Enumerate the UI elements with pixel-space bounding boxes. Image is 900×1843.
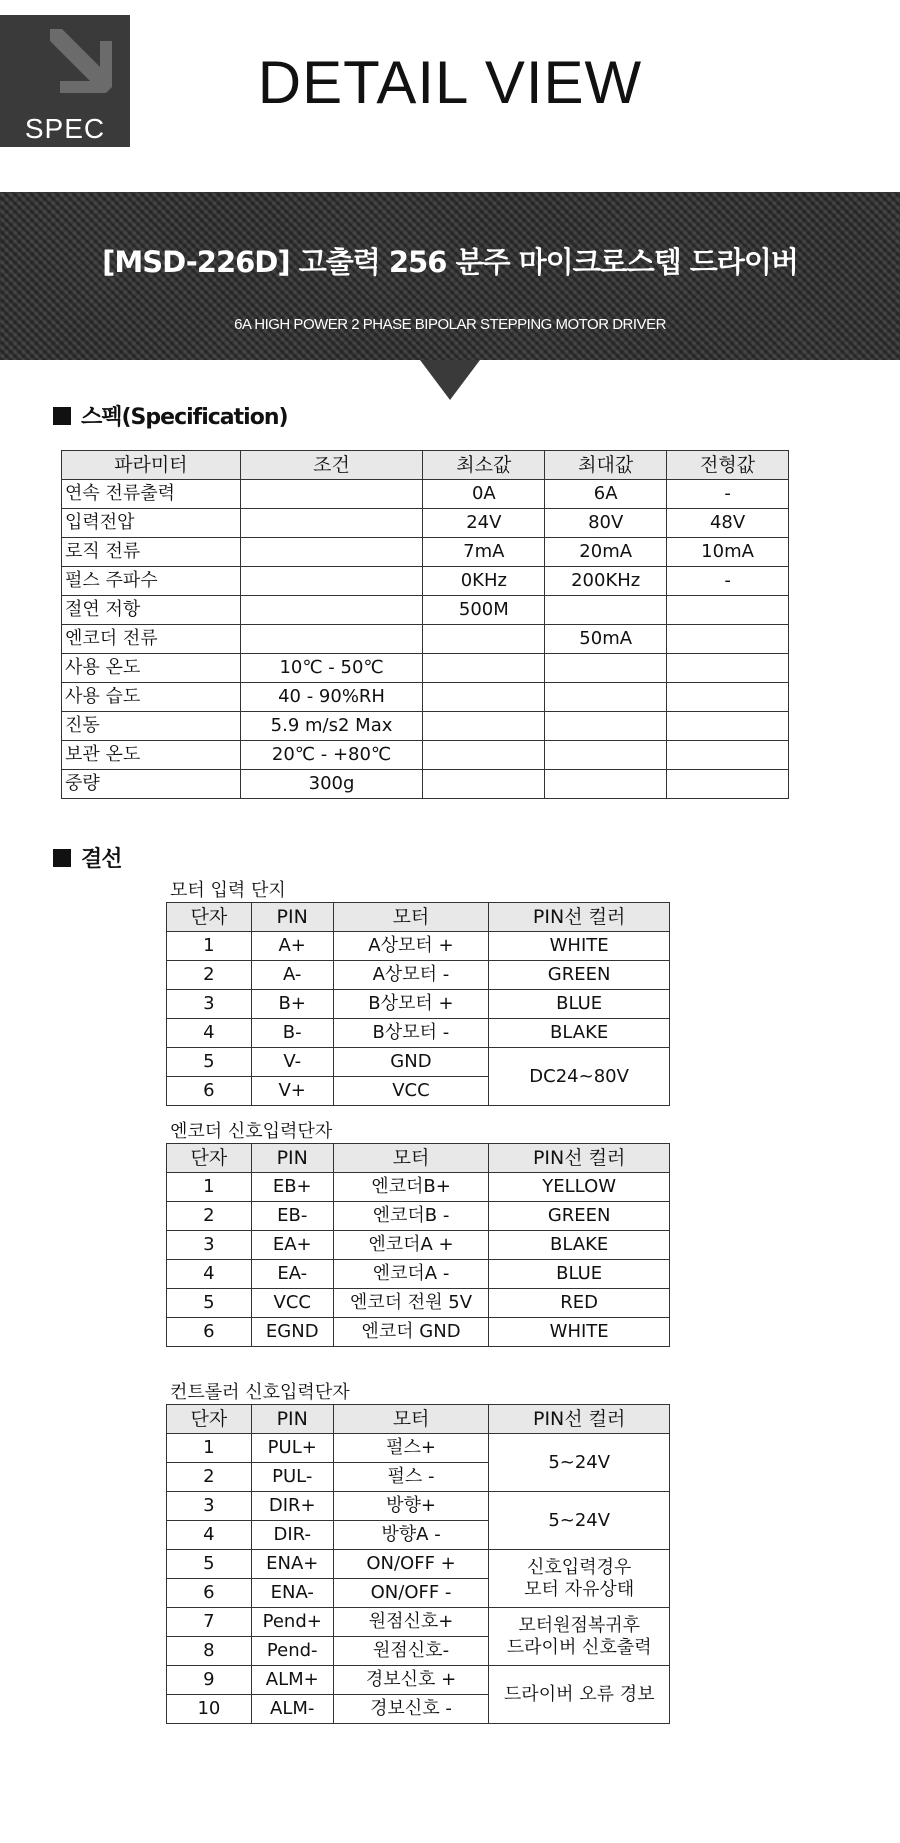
column-header: 전형값 <box>667 451 789 480</box>
table-cell <box>240 625 423 654</box>
table-cell <box>423 770 545 799</box>
product-banner <box>0 192 900 360</box>
column-header: PIN선 컬러 <box>489 1405 670 1434</box>
motor-table <box>166 902 670 1106</box>
table-row <box>167 1173 670 1202</box>
column-header: 조건 <box>240 451 423 480</box>
table-cell: 원점신호- <box>333 1637 489 1666</box>
table-cell: V+ <box>251 1077 333 1106</box>
table-row <box>167 1048 670 1077</box>
table-cell: 경보신호 + <box>333 1666 489 1695</box>
table-cell: 40 - 90%RH <box>240 683 423 712</box>
table-row <box>62 509 789 538</box>
merged-line: 모터원점복귀후 <box>518 1614 641 1636</box>
table-cell: BLUE <box>489 990 670 1019</box>
banner-notch <box>420 360 480 400</box>
table-cell <box>240 596 423 625</box>
column-header: PIN선 컬러 <box>489 1144 670 1173</box>
table-cell: 3 <box>167 1231 252 1260</box>
table-cell: 엔코더 전류 <box>62 625 241 654</box>
spec-table <box>61 450 789 799</box>
table-cell: 80V <box>545 509 667 538</box>
table-cell: 엔코더A + <box>333 1231 489 1260</box>
table-cell-merged <box>489 1434 670 1492</box>
table-cell: 펄스 - <box>333 1463 489 1492</box>
table-cell: 펄스 주파수 <box>62 567 241 596</box>
table-cell <box>667 741 789 770</box>
table-row <box>62 712 789 741</box>
table-header-row <box>167 1144 670 1173</box>
table-row <box>167 932 670 961</box>
column-header: 모터 <box>333 1144 489 1173</box>
table-cell: EA- <box>251 1260 333 1289</box>
table-cell: 펄스+ <box>333 1434 489 1463</box>
table-cell: 200KHz <box>545 567 667 596</box>
table-row <box>167 990 670 1019</box>
table-cell: 경보신호 - <box>333 1695 489 1724</box>
motor-table-caption: 모터 입력 단지 <box>170 880 286 901</box>
table-cell: 4 <box>167 1260 252 1289</box>
table-cell: EB- <box>251 1202 333 1231</box>
table-cell: BLUE <box>489 1260 670 1289</box>
column-header: 최대값 <box>545 451 667 480</box>
table-cell: 보관 온도 <box>62 741 241 770</box>
table-cell <box>423 683 545 712</box>
table-cell: 4 <box>167 1019 252 1048</box>
table-cell: 방향+ <box>333 1492 489 1521</box>
table-cell: 10℃ - 50℃ <box>240 654 423 683</box>
table-row <box>167 1608 670 1637</box>
table-cell: PUL- <box>251 1463 333 1492</box>
table-cell: 1 <box>167 932 252 961</box>
table-cell <box>423 712 545 741</box>
square-bullet-icon <box>53 407 71 425</box>
merged-line: 5~24V <box>548 1509 611 1531</box>
column-header: PIN <box>251 1405 333 1434</box>
merged-line: 모터 자유상태 <box>524 1578 635 1600</box>
spec-heading <box>53 400 288 431</box>
table-cell <box>240 509 423 538</box>
table-cell: 0A <box>423 480 545 509</box>
table-row <box>62 567 789 596</box>
table-cell: 8 <box>167 1637 252 1666</box>
table-cell: Pend- <box>251 1637 333 1666</box>
table-cell: 6 <box>167 1077 252 1106</box>
table-cell: A상모터 + <box>333 932 489 961</box>
table-cell: EGND <box>251 1318 333 1347</box>
table-cell <box>667 596 789 625</box>
table-cell: 3 <box>167 1492 252 1521</box>
page-title: DETAIL VIEW <box>257 49 643 116</box>
table-cell <box>240 480 423 509</box>
table-cell: 입력전압 <box>62 509 241 538</box>
table-cell: 300g <box>240 770 423 799</box>
column-header: PIN선 컬러 <box>489 903 670 932</box>
table-cell: 2 <box>167 1463 252 1492</box>
table-cell: 1 <box>167 1434 252 1463</box>
table-header-row <box>167 903 670 932</box>
encoder-table <box>166 1143 670 1347</box>
table-row <box>167 1289 670 1318</box>
table-cell: PUL+ <box>251 1434 333 1463</box>
merged-line: 5~24V <box>548 1451 611 1473</box>
table-cell: 엔코더B - <box>333 1202 489 1231</box>
column-header: PIN <box>251 1144 333 1173</box>
table-cell: 4 <box>167 1521 252 1550</box>
table-cell <box>240 567 423 596</box>
table-cell: B+ <box>251 990 333 1019</box>
product-title: [MSD-226D] 고출력 256 분주 마이크로스텝 드라이버 <box>102 245 798 279</box>
square-bullet-icon <box>53 849 71 867</box>
table-cell: 엔코더B+ <box>333 1173 489 1202</box>
column-header: 최소값 <box>423 451 545 480</box>
table-cell <box>423 741 545 770</box>
product-subtitle: 6A HIGH POWER 2 PHASE BIPOLAR STEPPING MOTOR DRIVER <box>234 316 666 333</box>
spec-label: SPEC <box>24 113 106 144</box>
table-cell: V- <box>251 1048 333 1077</box>
table-row <box>167 1318 670 1347</box>
table-cell: YELLOW <box>489 1173 670 1202</box>
table-cell: VCC <box>333 1077 489 1106</box>
table-cell-merged: DC24~80V <box>489 1048 670 1106</box>
table-cell: WHITE <box>489 932 670 961</box>
table-cell: A상모터 - <box>333 961 489 990</box>
table-cell: DIR+ <box>251 1492 333 1521</box>
table-cell-merged <box>489 1608 670 1666</box>
controller-table <box>166 1404 670 1724</box>
table-cell: 6 <box>167 1579 252 1608</box>
table-row <box>167 1434 670 1463</box>
table-row <box>62 770 789 799</box>
table-cell <box>667 770 789 799</box>
table-cell: B- <box>251 1019 333 1048</box>
table-header-row <box>62 451 789 480</box>
table-row <box>167 1666 670 1695</box>
table-row <box>62 480 789 509</box>
table-cell: 5 <box>167 1550 252 1579</box>
table-cell <box>423 625 545 654</box>
table-cell: 500M <box>423 596 545 625</box>
table-cell: RED <box>489 1289 670 1318</box>
table-cell: 6 <box>167 1318 252 1347</box>
table-cell: ON/OFF + <box>333 1550 489 1579</box>
table-cell: 2 <box>167 1202 252 1231</box>
column-header: PIN <box>251 903 333 932</box>
table-row <box>62 625 789 654</box>
table-cell: EB+ <box>251 1173 333 1202</box>
table-cell <box>545 741 667 770</box>
controller-table-caption: 컨트롤러 신호입력단자 <box>170 1382 350 1403</box>
table-cell: 20mA <box>545 538 667 567</box>
table-cell: 2 <box>167 961 252 990</box>
table-cell <box>667 625 789 654</box>
encoder-table-caption: 엔코더 신호입력단자 <box>170 1121 333 1142</box>
table-cell <box>545 596 667 625</box>
table-cell <box>545 712 667 741</box>
table-cell: 24V <box>423 509 545 538</box>
table-cell: DIR- <box>251 1521 333 1550</box>
table-cell: A+ <box>251 932 333 961</box>
table-cell: VCC <box>251 1289 333 1318</box>
table-cell: 6A <box>545 480 667 509</box>
table-cell: 엔코더 GND <box>333 1318 489 1347</box>
table-cell: ALM+ <box>251 1666 333 1695</box>
table-cell: 로직 전류 <box>62 538 241 567</box>
table-cell: 48V <box>667 509 789 538</box>
table-cell <box>667 683 789 712</box>
table-cell <box>545 683 667 712</box>
table-cell: 50mA <box>545 625 667 654</box>
table-cell: 사용 온도 <box>62 654 241 683</box>
spec-heading-label: 스펙(Specification) <box>81 405 288 430</box>
table-cell-merged <box>489 1492 670 1550</box>
table-cell: 중량 <box>62 770 241 799</box>
table-cell: - <box>667 480 789 509</box>
column-header: 모터 <box>333 903 489 932</box>
table-cell: ENA+ <box>251 1550 333 1579</box>
table-cell <box>667 654 789 683</box>
table-cell: 연속 전류출력 <box>62 480 241 509</box>
table-row <box>167 1550 670 1579</box>
table-cell: B상모터 + <box>333 990 489 1019</box>
table-row <box>167 1492 670 1521</box>
merged-line: 드라이버 신호출력 <box>506 1636 652 1658</box>
table-cell <box>667 712 789 741</box>
table-cell: A- <box>251 961 333 990</box>
table-row <box>167 961 670 990</box>
table-cell <box>545 654 667 683</box>
table-cell: GREEN <box>489 961 670 990</box>
table-cell <box>240 538 423 567</box>
table-cell: 방향A - <box>333 1521 489 1550</box>
table-cell: GND <box>333 1048 489 1077</box>
table-cell: 0KHz <box>423 567 545 596</box>
column-header: 모터 <box>333 1405 489 1434</box>
table-cell: 3 <box>167 990 252 1019</box>
table-cell: 7 <box>167 1608 252 1637</box>
table-cell-merged <box>489 1550 670 1608</box>
table-row <box>167 1231 670 1260</box>
column-header: 파라미터 <box>62 451 241 480</box>
table-cell: GREEN <box>489 1202 670 1231</box>
table-cell: 5 <box>167 1289 252 1318</box>
table-cell: 원점신호+ <box>333 1608 489 1637</box>
merged-line: 드라이버 오류 경보 <box>503 1683 655 1705</box>
table-cell <box>545 770 667 799</box>
table-cell: 7mA <box>423 538 545 567</box>
table-cell: 5.9 m/s2 Max <box>240 712 423 741</box>
table-cell: BLAKE <box>489 1019 670 1048</box>
table-cell: ENA- <box>251 1579 333 1608</box>
column-header: 단자 <box>167 1405 252 1434</box>
table-cell-merged <box>489 1666 670 1724</box>
table-row <box>62 683 789 712</box>
table-cell: 20℃ - +80℃ <box>240 741 423 770</box>
table-row <box>167 1019 670 1048</box>
table-cell: EA+ <box>251 1231 333 1260</box>
merged-line: 신호입력경우 <box>527 1556 632 1578</box>
table-cell: 9 <box>167 1666 252 1695</box>
table-row <box>62 538 789 567</box>
table-cell: WHITE <box>489 1318 670 1347</box>
table-cell: 5 <box>167 1048 252 1077</box>
table-row <box>62 596 789 625</box>
table-row <box>62 741 789 770</box>
table-cell: 엔코더 전원 5V <box>333 1289 489 1318</box>
table-cell: 10mA <box>667 538 789 567</box>
table-row <box>62 654 789 683</box>
table-cell: BLAKE <box>489 1231 670 1260</box>
table-cell: Pend+ <box>251 1608 333 1637</box>
table-cell <box>423 654 545 683</box>
table-cell: 사용 습도 <box>62 683 241 712</box>
table-cell: 10 <box>167 1695 252 1724</box>
table-header-row <box>167 1405 670 1434</box>
table-cell: 1 <box>167 1173 252 1202</box>
column-header: 단자 <box>167 903 252 932</box>
table-cell: ALM- <box>251 1695 333 1724</box>
table-cell: 엔코더A - <box>333 1260 489 1289</box>
table-cell: 절연 저항 <box>62 596 241 625</box>
table-cell: B상모터 - <box>333 1019 489 1048</box>
table-row <box>167 1202 670 1231</box>
wiring-heading <box>53 842 122 873</box>
table-cell: 진동 <box>62 712 241 741</box>
wiring-heading-label: 결선 <box>81 847 122 872</box>
table-cell: - <box>667 567 789 596</box>
column-header: 단자 <box>167 1144 252 1173</box>
table-cell: ON/OFF - <box>333 1579 489 1608</box>
table-row <box>167 1260 670 1289</box>
